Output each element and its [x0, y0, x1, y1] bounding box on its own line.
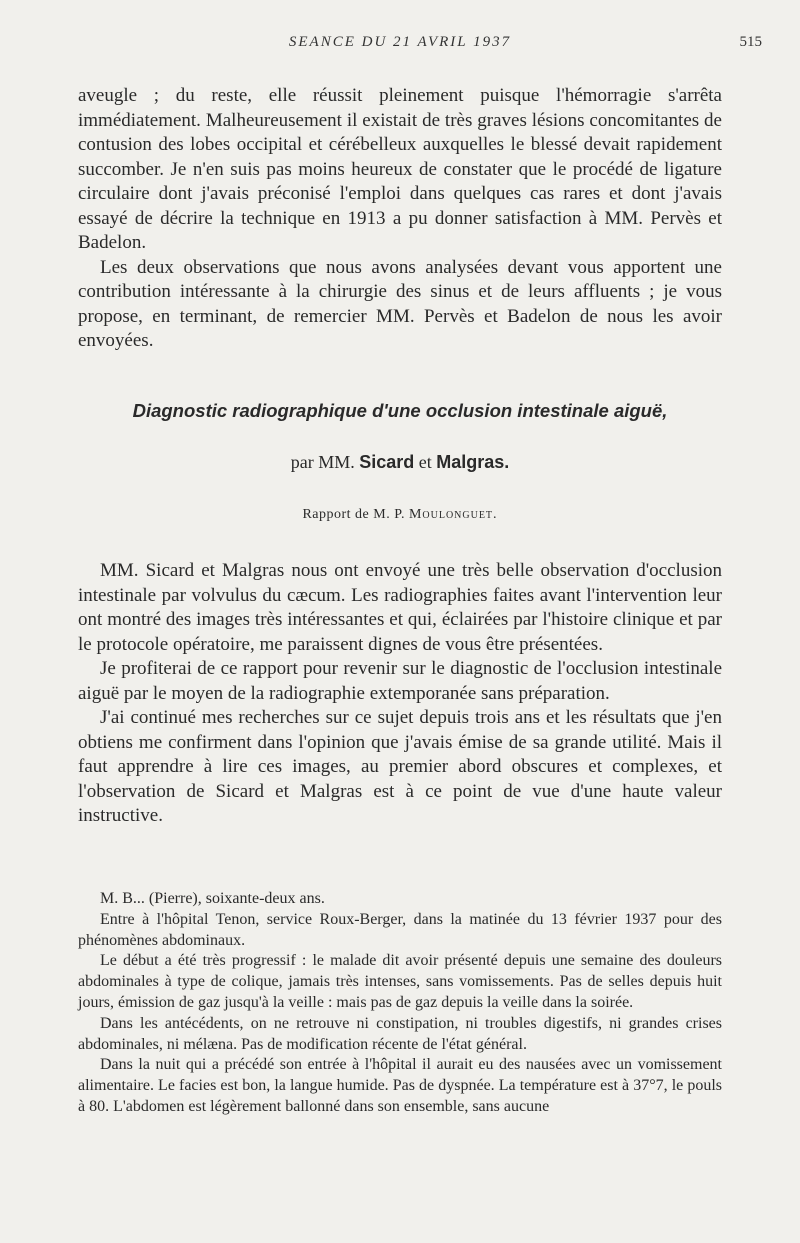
rapport-prefix: Rapport de M. P.: [302, 507, 405, 522]
rapport-line: [0, 507, 800, 523]
body-paragraph-2: Je profiterai de ce rapport pour revenir sur le diagnostic de l'occlusion intestinale aiguë par le moyen de la radiographie extemporanée sans préparation.: [78, 658, 722, 704]
article-title: Diagnostic radiographique d'une occlusion intestinale aiguë,: [132, 400, 668, 421]
observation-paragraph-1: M. B... (Pierre), soixante-deux ans.: [100, 890, 325, 907]
authors-prefix: par MM.: [290, 452, 355, 472]
observation-text: [78, 889, 722, 1118]
author-sicard: Sicard: [359, 452, 415, 472]
intro-text: [78, 84, 722, 354]
intro-paragraph-2: Les deux observations que nous avons analysées devant vous apportent une contribution intéressante à la chirurgie des sinus et de leurs affluents ; je vous propose, en terminant, de remercier MM. Pervès et Badelon de nous les avoir envoyées.: [78, 256, 722, 351]
author-malgras: Malgras.: [436, 452, 510, 472]
authors-conjunction: et: [418, 452, 432, 472]
rapport-name: Moulonguet.: [408, 507, 498, 522]
running-title: SEANCE DU 21 AVRIL 1937: [288, 34, 512, 50]
observation-paragraph-4: Dans les antécédents, on ne retrouve ni constipation, ni troubles digestifs, ni grandes crises abdominales, ni mélæna. Pas de modification récente de l'état général.: [78, 1014, 722, 1053]
body-text: [78, 559, 722, 829]
observation-paragraph-3: Le début a été très progressif : le malade dit avoir présenté depuis une semaine des douleurs abdominales à type de colique, jamais très intenses, sans vomissements. Pas de selles depuis huit jours, émission de gaz jusqu'à la veille : mais pas de gaz depuis la veille dans la soirée.: [78, 952, 722, 1011]
body-paragraph-1: MM. Sicard et Malgras nous ont envoyé une très belle observation d'occlusion intestinale par volvulus du cæcum. Les radiographies faites avant l'intervention leur ont montré des images très intéressantes et qui, éclairées par l'histoire clinique et par le protocole opératoire, me paraissent dignes de vous être présentées.: [78, 560, 722, 655]
body-paragraph-3: J'ai continué mes recherches sur ce sujet depuis trois ans et les résultats que j'en obtiens me confirment dans l'opinion que j'avais émise de sa grande utilité. Mais il faut apprendre à lire ces images, au premier abord obscures et complexes, et l'observation de Sicard et Malgras est à ce point de vue d'une haute valeur instructive.: [78, 707, 722, 826]
intro-paragraph-1: aveugle ; du reste, elle réussit pleinement puisque l'hémorragie s'arrêta immédiatement. Malheureusement il existait de très graves lésions concomitantes de contusion des lobes occipital et cérébelleux auxquelles le blessé devait rapidement succomber. Je n'en suis pas moins heureux de constater que le procédé de ligature circulaire dont j'avais préconisé l'emploi dans quelques cas rares et dont j'avais essayé de décrire la technique en 1913 a pu donner satisfaction à MM. Pervès et Badelon.: [78, 85, 722, 253]
page-number: 515: [739, 34, 762, 50]
observation-paragraph-2: Entre à l'hôpital Tenon, service Roux-Berger, dans la matinée du 13 février 1937 pour des phénomènes abdominaux.: [78, 910, 722, 949]
article-authors: [0, 452, 800, 473]
observation-paragraph-5: Dans la nuit qui a précédé son entrée à l'hôpital il aurait eu des nausées avec un vomissement alimentaire. Le facies est bon, la langue humide. Pas de dyspnée. La température est à 37°7, le pouls à 80. L'abdomen est légèrement ballonné dans son ensemble, sans aucune: [78, 1056, 722, 1115]
running-header: [0, 34, 800, 58]
